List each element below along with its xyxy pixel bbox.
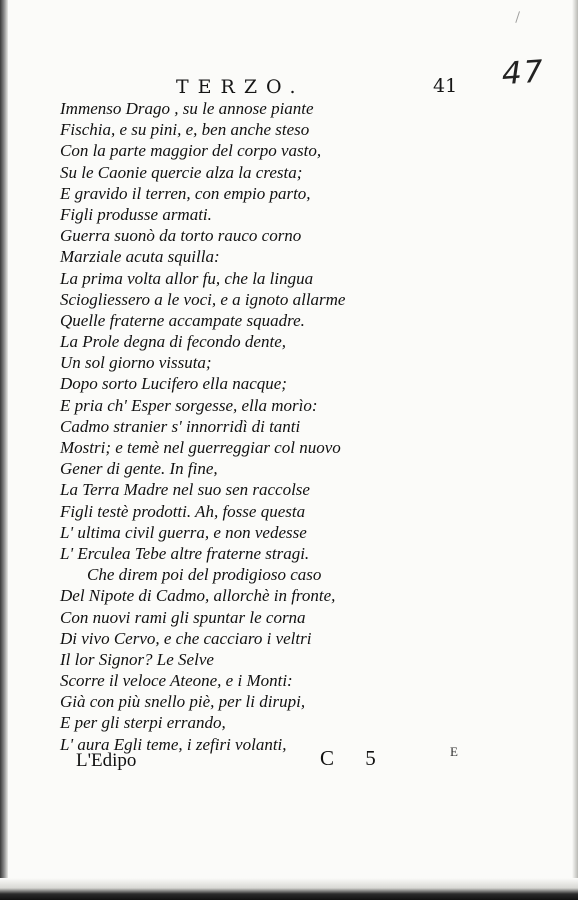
verse-line: Fischia, e su pini, e, ben anche steso <box>60 120 310 140</box>
signature-mark: C 5 <box>320 746 389 770</box>
page-number: 41 <box>433 75 458 97</box>
verse-line: Sciogliessero a le voci, e a ignoto allarme <box>60 289 346 309</box>
verse-line: Marziale acuta squilla: <box>60 247 220 267</box>
page-left-shadow <box>0 0 8 900</box>
page-bottom-shadow <box>0 878 578 900</box>
verse-line: E per gli sterpi errando, <box>60 713 226 733</box>
verse-line: La prima volta allor fu, che la lingua <box>60 268 314 288</box>
verse-line: La Terra Madre nel suo sen raccolse <box>60 480 310 500</box>
verse-line: Figli produsse armati. <box>60 204 212 224</box>
verse-line: Figli testè prodotti. Ah, fosse questa <box>60 501 306 521</box>
verse-line: Dopo sorto Lucifero ella nacque; <box>60 374 287 394</box>
verse-line: Già con più snello piè, per li dirupi, <box>60 692 306 712</box>
verse-line: Gener di gente. In fine, <box>60 459 218 479</box>
verse-line: Mostri; e temè nel guerreggiar col nuovo <box>60 438 341 457</box>
verse-line: Con la parte maggior del corpo vasto, <box>60 141 322 161</box>
verse-line: L' Erculea Tebe altre fraterne stragi. <box>60 543 310 563</box>
verse-line: Cadmo stranier s' innorridì di tanti <box>60 416 301 436</box>
verse-line: E pria ch' Esper sorgesse, ella morìo: <box>60 395 318 415</box>
catchword: L'Edipo <box>76 750 137 771</box>
verse-line: E gravido il terren, con empio parto, <box>60 183 311 203</box>
verse-line: Di vivo Cervo, e che cacciaro i veltri <box>60 628 312 648</box>
verse-line: La Prole degna di fecondo dente, <box>60 332 286 352</box>
verse-line: L' ultima civil guerra, e non vedesse <box>60 522 307 542</box>
handwritten-page-number: 47 <box>499 53 547 93</box>
verse-line: Con nuovi rami gli spuntar le corna <box>60 607 306 627</box>
verse-line: Il lor Signor? Le Selve <box>60 649 214 669</box>
verse-text <box>60 98 345 755</box>
verse-line: Un sol giorno vissuta; <box>60 353 212 373</box>
corner-mark <box>515 11 525 25</box>
verse-line: Quelle fraterne accampate squadre. <box>60 310 305 330</box>
verse-line: Del Nipote di Cadmo, allorchè in fronte, <box>60 586 336 606</box>
verse-line: Su le Caonie quercie alza la cresta; <box>60 162 303 182</box>
verse-line: Guerra suonò da torto rauco corno <box>60 226 302 246</box>
verse-line: L' aura Egli teme, i zefiri volanti, <box>60 734 287 754</box>
page-right-edge <box>572 0 578 900</box>
running-title: TERZO. <box>176 76 305 98</box>
verse-line: Che direm poi del prodigioso caso <box>87 565 322 585</box>
margin-mark: E <box>450 744 458 759</box>
verse-line: Immenso Drago , su le annose piante <box>60 99 314 118</box>
verse-line: Scorre il veloce Ateone, e i Monti: <box>60 671 293 691</box>
